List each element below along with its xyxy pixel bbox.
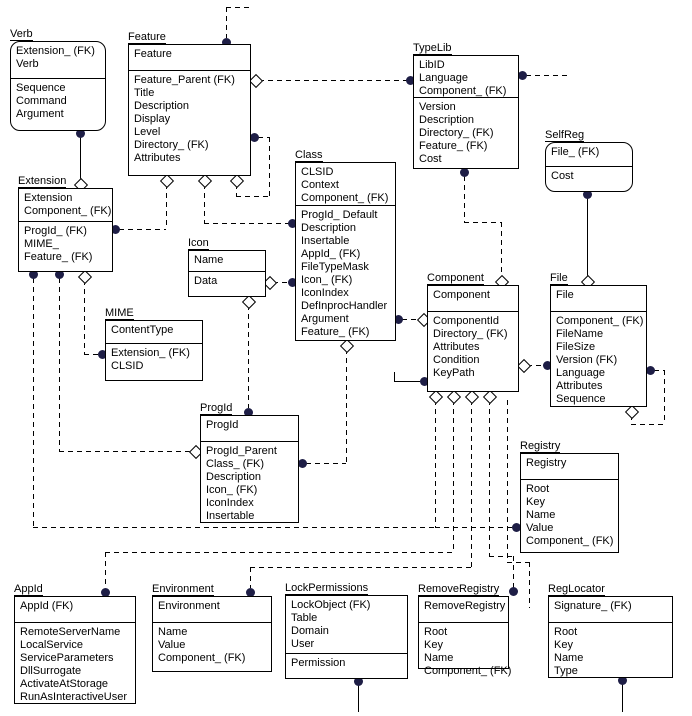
entity-class[interactable] (295, 149, 396, 341)
field-title: Title (134, 87, 155, 99)
field-progid: ProgId (206, 419, 239, 431)
field-environment: Environment (158, 600, 220, 612)
entity-file[interactable] (550, 272, 647, 407)
field-dllsurrogate: DllSurrogate (20, 665, 82, 677)
field-name: Name (158, 626, 188, 638)
entity-title-component: Component (427, 272, 484, 284)
relationship-class-progid-segment (306, 463, 346, 464)
field-feature-parent-fk-: Feature_Parent (FK) (134, 74, 235, 86)
field-extension-fk-: Extension_ (FK) (16, 45, 95, 57)
relationship-environment-component-segment (471, 400, 472, 567)
field-runasinteractiveuser: RunAsInteractiveUser (20, 691, 127, 703)
relationship-class-progid-segment (346, 349, 347, 463)
entity-lockpermissions[interactable] (285, 582, 408, 679)
field-name: Name (194, 254, 224, 266)
field-keypath: KeyPath (433, 367, 475, 379)
field-component-fk-: Component_ (FK) (526, 535, 614, 547)
field-name: Name (424, 652, 454, 664)
relationship-file-self-segment (664, 370, 665, 424)
key-compartment (414, 56, 518, 98)
relationship-removeregistry-component-segment (489, 400, 490, 556)
field-appid-fk-: AppId (FK) (20, 600, 74, 612)
relationship-extension-component-segment (33, 527, 435, 528)
field-directory-fk-: Directory_ (FK) (433, 328, 508, 340)
field-contenttype: ContentType (111, 324, 174, 336)
relationship-file-self-segment (654, 370, 664, 371)
attribute-compartment (549, 623, 672, 677)
relationship-component-directory-stub-segment (394, 372, 395, 381)
field-level: Level (134, 126, 161, 138)
field-value: Value (158, 639, 186, 651)
relationship-environment-component-segment (250, 567, 471, 568)
field-value: Value (526, 522, 554, 534)
field-filetypemask: FileTypeMask (301, 261, 369, 273)
field-signature-fk-: Signature_ (FK) (554, 600, 632, 612)
field-domain: Domain (291, 625, 329, 637)
field-root: Root (526, 483, 550, 495)
key-compartment (296, 163, 395, 206)
relationship-extension-component-segment (435, 400, 436, 527)
entity-title-removeregistry: RemoveRegistry (418, 583, 500, 595)
field-sequence: Sequence (556, 393, 606, 405)
field-progid-fk-: ProgId_ (FK) (24, 225, 87, 237)
relationship-mime-extension-segment (84, 354, 99, 355)
field-context: Context (301, 179, 339, 191)
entity-title-file: File (550, 272, 568, 284)
entity-title-class: Class (295, 149, 323, 161)
field-language: Language (556, 367, 605, 379)
entity-title-typelib: TypeLib (413, 42, 452, 54)
field-key: Key (424, 639, 443, 651)
field-attributes: Attributes (134, 152, 181, 164)
field-verb: Verb (16, 58, 39, 70)
entity-reglocator[interactable] (548, 583, 673, 678)
field-component-fk-: Component_ (FK) (301, 192, 389, 204)
key-compartment (15, 597, 135, 623)
relationship-component-dangle-segment (507, 562, 529, 563)
attribute-compartment (551, 312, 646, 406)
field-localservice: LocalService (20, 639, 83, 651)
attribute-compartment (189, 272, 265, 296)
field-lockobject-fk-: LockObject (FK) (291, 599, 371, 611)
field-progid-default: ProgId_ Default (301, 209, 378, 221)
field-appid-fk-: AppId_ (FK) (301, 248, 361, 260)
relationship-typelib-component-segment (464, 176, 465, 222)
entity-extension[interactable] (18, 175, 113, 272)
field-key: Key (526, 496, 545, 508)
relationship-feature-extension-segment (166, 184, 167, 229)
field-component: Component (433, 289, 490, 301)
attribute-compartment (15, 623, 135, 703)
key-compartment (201, 416, 298, 442)
attribute-compartment (11, 79, 105, 130)
field-filename: FileName (556, 328, 604, 340)
key-compartment (419, 597, 508, 623)
attribute-compartment (414, 98, 518, 168)
field-component-fk-: Component_ (FK) (419, 85, 507, 97)
relationship-file-self-segment (631, 424, 664, 425)
attribute-compartment (296, 206, 395, 340)
attribute-compartment (546, 167, 632, 191)
field-activateatstorage: ActivateAtStorage (20, 678, 109, 690)
entity-title-environment: Environment (152, 583, 214, 595)
entity-removeregistry[interactable] (418, 583, 512, 677)
relationship-component-directory-stub-segment (394, 381, 420, 382)
relationship-feature-directory-dangle-segment (226, 7, 227, 38)
relationship-verb-extension-segment (80, 137, 81, 182)
relationship-feature-directory-dangle-segment (226, 7, 249, 8)
relationship-feature-self-segment (269, 137, 270, 196)
field-file-fk-: File_ (FK) (551, 146, 600, 158)
field-cost: Cost (419, 153, 442, 165)
attribute-compartment (419, 623, 512, 677)
relationship-extension-progid-segment (59, 451, 191, 452)
entity-title-mime: MIME (105, 307, 134, 319)
field-attributes: Attributes (433, 341, 480, 353)
relationship-feature-typelib-segment (259, 80, 407, 81)
entity-title-selfreg: SelfReg (545, 129, 585, 141)
entity-appid[interactable] (14, 583, 136, 704)
field-component-fk-: Component_ (FK) (24, 205, 112, 217)
relationship-component-dangle-segment (507, 400, 508, 562)
field-progid-parent: ProgId_Parent (206, 445, 277, 457)
field-serviceparameters: ServiceParameters (20, 652, 114, 664)
attribute-compartment (521, 480, 618, 552)
field-feature: Feature (134, 48, 172, 60)
relationship-reglocator-stub-segment (622, 684, 623, 712)
entity-environment[interactable] (152, 583, 272, 672)
entity-mime[interactable] (105, 307, 203, 381)
entity-title-appid: AppId (14, 583, 43, 595)
field-removeregistry: RemoveRegistry (424, 600, 506, 612)
relationship-extension-progid-segment (59, 278, 60, 451)
field-argument: Argument (16, 108, 64, 120)
entity-title-progid: ProgId (200, 402, 233, 414)
relationship-icon-progid-segment (248, 305, 249, 408)
relationship-removeregistry-component-segment (489, 556, 513, 557)
key-compartment (129, 45, 250, 71)
field-version-fk-: Version (FK) (556, 354, 618, 366)
field-definprochandler: DefInprocHandler (301, 300, 388, 312)
field-argument: Argument (301, 313, 349, 325)
entity-title-lockpermissions: LockPermissions (285, 582, 369, 594)
field-description: Description (134, 100, 190, 112)
field-name: Name (526, 509, 556, 521)
relationship-feature-class-segment (204, 184, 205, 223)
field-iconindex: IconIndex (206, 497, 254, 509)
field-icon-fk-: Icon_ (FK) (301, 274, 353, 286)
attribute-compartment (153, 623, 271, 671)
entity-title-reglocator: RegLocator (548, 583, 605, 595)
key-compartment (106, 321, 202, 344)
entity-selfreg[interactable] (545, 129, 633, 192)
relationship-feature-class-segment (204, 223, 289, 224)
relationship-lockpermissions-stub-segment (358, 685, 359, 712)
field-feature-fk-: Feature_ (FK) (24, 251, 93, 263)
field-command: Command (16, 95, 67, 107)
relationship-feature-extension-segment (119, 229, 166, 230)
entity-feature[interactable] (128, 31, 251, 176)
relationship-typelib-component-segment (501, 222, 502, 277)
attribute-compartment (129, 71, 250, 175)
entity-title-extension: Extension (18, 175, 67, 187)
field-feature-fk-: Feature_ (FK) (301, 326, 370, 338)
relationship-component-dangle-segment (529, 562, 530, 608)
field-clsid: CLSID (301, 166, 334, 178)
cardinality-dot-removeregistry-component (509, 587, 518, 596)
field-insertable: Insertable (301, 235, 350, 247)
relationship-selfreg-file-segment (587, 198, 588, 276)
field-description: Description (419, 114, 475, 126)
field-condition: Condition (433, 354, 480, 366)
field-permission: Permission (291, 657, 346, 669)
relationship-removeregistry-component-segment (513, 556, 514, 588)
field-language: Language (419, 72, 468, 84)
entity-progid[interactable] (200, 402, 299, 523)
field-name: Name (554, 652, 584, 664)
field-sequence: Sequence (16, 82, 66, 94)
field-component-fk-: Component_ (FK) (424, 665, 512, 677)
field-libid: LibID (419, 59, 445, 71)
entity-component[interactable] (427, 272, 519, 392)
field-feature-fk-: Feature_ (FK) (419, 140, 488, 152)
field-root: Root (554, 626, 578, 638)
entity-title-icon: Icon (188, 237, 209, 249)
field-directory-fk-: Directory_ (FK) (419, 127, 494, 139)
field-data: Data (194, 275, 218, 287)
field-user: User (291, 638, 315, 650)
field-description: Description (301, 222, 357, 234)
relationship-environment-component-segment (250, 567, 251, 588)
attribute-compartment (286, 654, 407, 678)
relationship-mime-extension-segment (84, 280, 85, 354)
attribute-compartment (201, 442, 298, 522)
key-compartment (19, 189, 112, 222)
relationship-appid-component-segment (105, 552, 106, 588)
field-componentid: ComponentId (433, 315, 500, 327)
relationship-appid-component-segment (453, 400, 454, 552)
attribute-compartment (106, 344, 202, 380)
attribute-compartment (428, 312, 518, 391)
relationship-feature-self-segment (236, 196, 269, 197)
field-attributes: Attributes (556, 380, 603, 392)
field-extension: Extension (24, 192, 73, 204)
field-registry: Registry (526, 457, 567, 469)
entity-icon[interactable] (188, 237, 266, 297)
field-key: Key (554, 639, 573, 651)
field-icon-fk-: Icon_ (FK) (206, 484, 258, 496)
field-remoteservername: RemoteServerName (20, 626, 121, 638)
relationship-extension-component-segment (33, 278, 34, 527)
field-root: Root (424, 626, 448, 638)
field-component-fk-: Component_ (FK) (556, 315, 644, 327)
field-file: File (556, 289, 574, 301)
relationship-feature-self-segment (258, 137, 269, 138)
key-compartment (11, 42, 105, 79)
relationship-registry-component-segment (435, 527, 512, 528)
key-compartment (549, 597, 672, 623)
key-compartment (153, 597, 271, 623)
field-extension-fk-: Extension_ (FK) (111, 347, 190, 359)
key-compartment (521, 454, 618, 480)
field-component-fk-: Component_ (FK) (158, 652, 246, 664)
field-table: Table (291, 612, 318, 624)
field-class-fk-: Class_ (FK) (206, 458, 265, 470)
field-directory-fk-: Directory_ (FK) (134, 139, 209, 151)
field-description: Description (206, 471, 262, 483)
entity-typelib[interactable] (413, 42, 519, 169)
entity-title-registry: Registry (520, 440, 561, 452)
entity-title-feature: Feature (128, 31, 166, 43)
field-insertable: Insertable (206, 510, 255, 522)
field-iconindex: IconIndex (301, 287, 349, 299)
entity-verb[interactable] (10, 28, 106, 131)
key-compartment (189, 251, 265, 272)
key-compartment (546, 143, 632, 167)
field-version: Version (419, 101, 456, 113)
entity-registry[interactable] (520, 440, 619, 553)
entity-title-verb: Verb (10, 28, 33, 40)
field-mime-: MIME_ (24, 238, 59, 250)
key-compartment (286, 596, 407, 654)
key-compartment (551, 286, 646, 312)
key-compartment (428, 286, 518, 312)
field-clsid: CLSID (111, 360, 144, 372)
relationship-appid-component-segment (105, 552, 453, 553)
attribute-compartment (19, 222, 112, 271)
field-filesize: FileSize (556, 341, 596, 353)
field-display: Display (134, 113, 171, 125)
relationship-typelib-directory-dangle-segment (526, 75, 571, 76)
field-type: Type (554, 665, 578, 677)
relationship-typelib-component-segment (464, 222, 501, 223)
field-cost: Cost (551, 170, 574, 182)
